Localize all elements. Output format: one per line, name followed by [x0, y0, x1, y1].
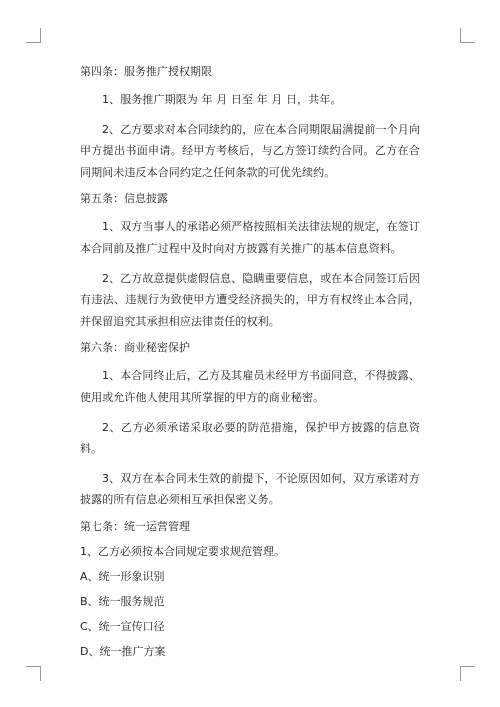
list-item: D、统一推广方案 [80, 644, 166, 658]
article-7-heading: 第七条：统一运营管理 [80, 519, 190, 533]
article-5-clause-2: 2、乙方故意提供虚假信息、隐瞒重要信息，或在本合同签订后因有违法、违规行为致使甲方遭受经济损失的，甲方有权终止本合同，并保留追究其承担相应法律责任的权利。 [80, 271, 420, 328]
article-6-clause-2: 2、乙方必须承诺采取必要的防范措施，保护甲方披露的信息资料。 [80, 420, 420, 456]
article-5-clause-1: 1、双方当事人的承诺必须严格按照相关法律法规的规定，在签订本合同前及推广过程中及时向对方披露有关推广的基本信息资料。 [80, 220, 420, 255]
list-item: A、统一形象识别 [80, 569, 165, 583]
crop-mark-top-left [26, 28, 41, 43]
article-5-heading: 第五条：信息披露 [80, 192, 168, 206]
article-4-heading: 第四条：服务推广授权期限 [80, 65, 212, 78]
crop-mark-bottom-left [26, 666, 41, 681]
article-6-clause-3: 3、双方在本合同未生效的前提下，不论原因如何，双方承诺对方披露的所有信息必须相互承担保密义务。 [80, 471, 420, 507]
article-6-clause-1: 1、本合同终止后，乙方及其雇员未经甲方书面同意，不得披露、使用或允许他人使用其所掌握的甲方的商业秘密。 [80, 369, 420, 404]
crop-mark-bottom-right [460, 666, 475, 681]
document-body [80, 64, 420, 669]
list-item: C、统一宣传口径 [80, 619, 165, 633]
list-item: B、统一服务规范 [80, 594, 165, 608]
article-7-clause-1: 1、乙方必须按本合同规定要求规范管理。 [80, 544, 285, 558]
article-6-heading: 第六条：商业秘密保护 [80, 341, 190, 355]
crop-mark-top-right [460, 28, 475, 43]
article-4-clause-2: 2、乙方要求对本合同续约的，应在本合同期限届满提前一个月向甲方提出书面申请。经甲方考核后，与乙方签订续约合同。乙方在合同期间未违反本合同约定之任何条款的可优先续约。 [80, 122, 420, 179]
article-4-clause-1: 1、服务推广期限为 年 月 日至 年 月 日，共年。 [102, 93, 342, 106]
